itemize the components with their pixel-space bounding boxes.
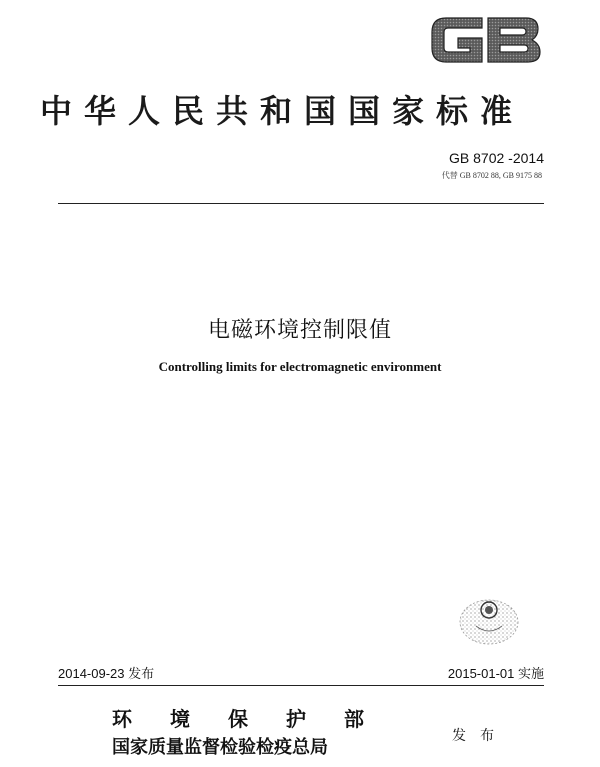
publish-label: 发布 (452, 728, 508, 744)
implementation-date: 2015-01-01 实施 (447, 666, 544, 681)
gb-logo-icon (428, 12, 544, 68)
national-standard-heading: 中华人民共和国国家标准 (40, 92, 525, 130)
replaces-note: 代替 GB 8702 88, GB 9175 88 (441, 171, 542, 180)
issuer-administration: 国家质量监督检验检疫总局 (112, 737, 328, 758)
official-seal-icon (458, 596, 520, 646)
title-chinese: 电磁环境控制限值 (207, 318, 392, 343)
top-divider (58, 203, 544, 204)
standard-number: GB 8702 -2014 (449, 150, 544, 166)
issuer-ministry: 环境保护部 (112, 707, 402, 731)
issue-date: 2014-09-23 发布 (58, 666, 155, 681)
title-english: Controlling limits for electromagnetic environment (158, 359, 442, 374)
bottom-divider (58, 685, 544, 686)
